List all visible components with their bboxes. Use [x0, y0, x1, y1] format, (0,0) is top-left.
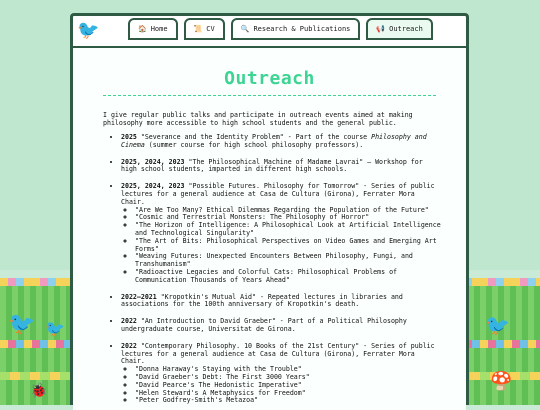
- item-text: "Kropotkin's Mutual Aid" - Repeated lectures in libraries and associations for the 100th anniversary of Kropotkin's death.: [121, 292, 403, 309]
- bird-logo-icon: 🐦: [77, 20, 100, 41]
- item-text: "Possible Futures. Philosophy for Tomorrow" - Series of public lectures for a general audience at Casa de Cultura (Girona), Ferrater Mora Chair.: [121, 182, 435, 206]
- sub-list-item: ◦ "Helen Steward's A Metaphysics for Freedom": [135, 390, 442, 398]
- nav-tabs: [128, 18, 433, 40]
- bird-icon: 🐦: [45, 319, 65, 338]
- sub-list-item: ◦ "Radioactive Legacies and Colorful Cats: Philosophical Problems of Communication Thousands of Years Ahead": [135, 269, 442, 285]
- tab-research[interactable]: [231, 18, 361, 40]
- item-text: "The Philosophical Machine of Madame Lavrai" – Workshop for high school students, imparted in different high schools.: [121, 157, 423, 174]
- outreach-item: [121, 183, 442, 284]
- ladybug-icon: 🐞: [30, 383, 48, 399]
- intro-text: I give regular public talks and participate in outreach events aimed at making philosophy more accessible to high school students and the general public.: [103, 111, 413, 127]
- item-year: 2025, 2024, 2023: [121, 157, 185, 166]
- tab-cv[interactable]: [184, 18, 225, 40]
- scroll-icon: 📜: [193, 25, 203, 33]
- item-year: 2022: [121, 317, 137, 326]
- tab-label: Outreach: [389, 25, 423, 33]
- megaphone-icon: 📢: [376, 25, 386, 33]
- outreach-item: [121, 343, 442, 405]
- sub-list-item: ◦ "Cosmic and Terrestrial Monsters: The Philosophy of Horror": [135, 214, 442, 222]
- tab-label: CV: [206, 25, 215, 33]
- sub-list-item: ◦ "David Graeber's Debt: The First 3000 Years": [135, 374, 442, 382]
- sub-list-item: ◦ "The Horizon of Intelligence: A Philosophical Look at Artificial Intelligence and Technological Singularity": [135, 222, 442, 238]
- sub-list-item: ◦ "David Pearce's The Hedonistic Imperative": [135, 382, 442, 390]
- home-icon: 🏠: [138, 25, 147, 33]
- item-year: 2022–2021: [121, 292, 157, 301]
- item-text-italic: Philosophy and Cinema: [121, 133, 427, 149]
- outreach-list: [73, 134, 466, 405]
- page-title: Outreach: [103, 68, 436, 96]
- item-year: 2022: [121, 341, 137, 350]
- tab-home[interactable]: [128, 18, 178, 40]
- item-text: "Contemporary Philosophy. 10 Books of the 21st Century" - Series of public lectures for a general audience at Casa de Cultura (Girona), Ferrater Mora Chair.: [121, 341, 435, 366]
- outreach-item: [121, 159, 442, 175]
- tab-outreach[interactable]: [366, 18, 432, 40]
- mushroom-icon: 🍄: [490, 371, 513, 392]
- item-text: "Severance and the Identity Problem" - Part of the course: [136, 133, 372, 141]
- sub-list-item: ◦ "Donna Haraway's Staying with the Trouble": [135, 366, 442, 374]
- sub-list: [121, 366, 442, 405]
- sub-list-item: ◦ "The Art of Bits: Philosophical Perspectives on Video Games and Emerging Art Forms": [135, 238, 442, 254]
- outreach-item: [121, 318, 442, 334]
- magnifier-icon: 🔍: [240, 25, 250, 33]
- item-year: 2025, 2024, 2023: [121, 182, 185, 191]
- outreach-item: [121, 294, 442, 310]
- tab-label: Research & Publications: [253, 25, 351, 33]
- main-window: [70, 13, 469, 405]
- item-year: 2025: [121, 133, 137, 141]
- bird-icon: 🐦: [8, 312, 36, 337]
- item-text: "An Introduction to David Graeber" - Part of a Political Philosophy undergraduate course, Universitat de Girona.: [121, 317, 407, 333]
- bird-icon: 🐦: [485, 313, 510, 337]
- content-panel: [73, 46, 466, 410]
- sub-list: [121, 207, 442, 285]
- sub-list-item: ◦ "Weaving Futures: Unexpected Encounters Between Philosophy, Fungi, and Transhumanism": [135, 253, 442, 269]
- sub-list-item: ◦ "Are We Too Many? Ethical Dilemmas Regarding the Population of the Future": [135, 207, 442, 215]
- sub-list-item: ◦ "Peter Godfrey-Smith's Metazoa": [135, 397, 442, 405]
- item-text: (summer course for high school philosophy professors).: [144, 140, 364, 149]
- outreach-item: [121, 134, 442, 150]
- tab-label: Home: [150, 25, 168, 33]
